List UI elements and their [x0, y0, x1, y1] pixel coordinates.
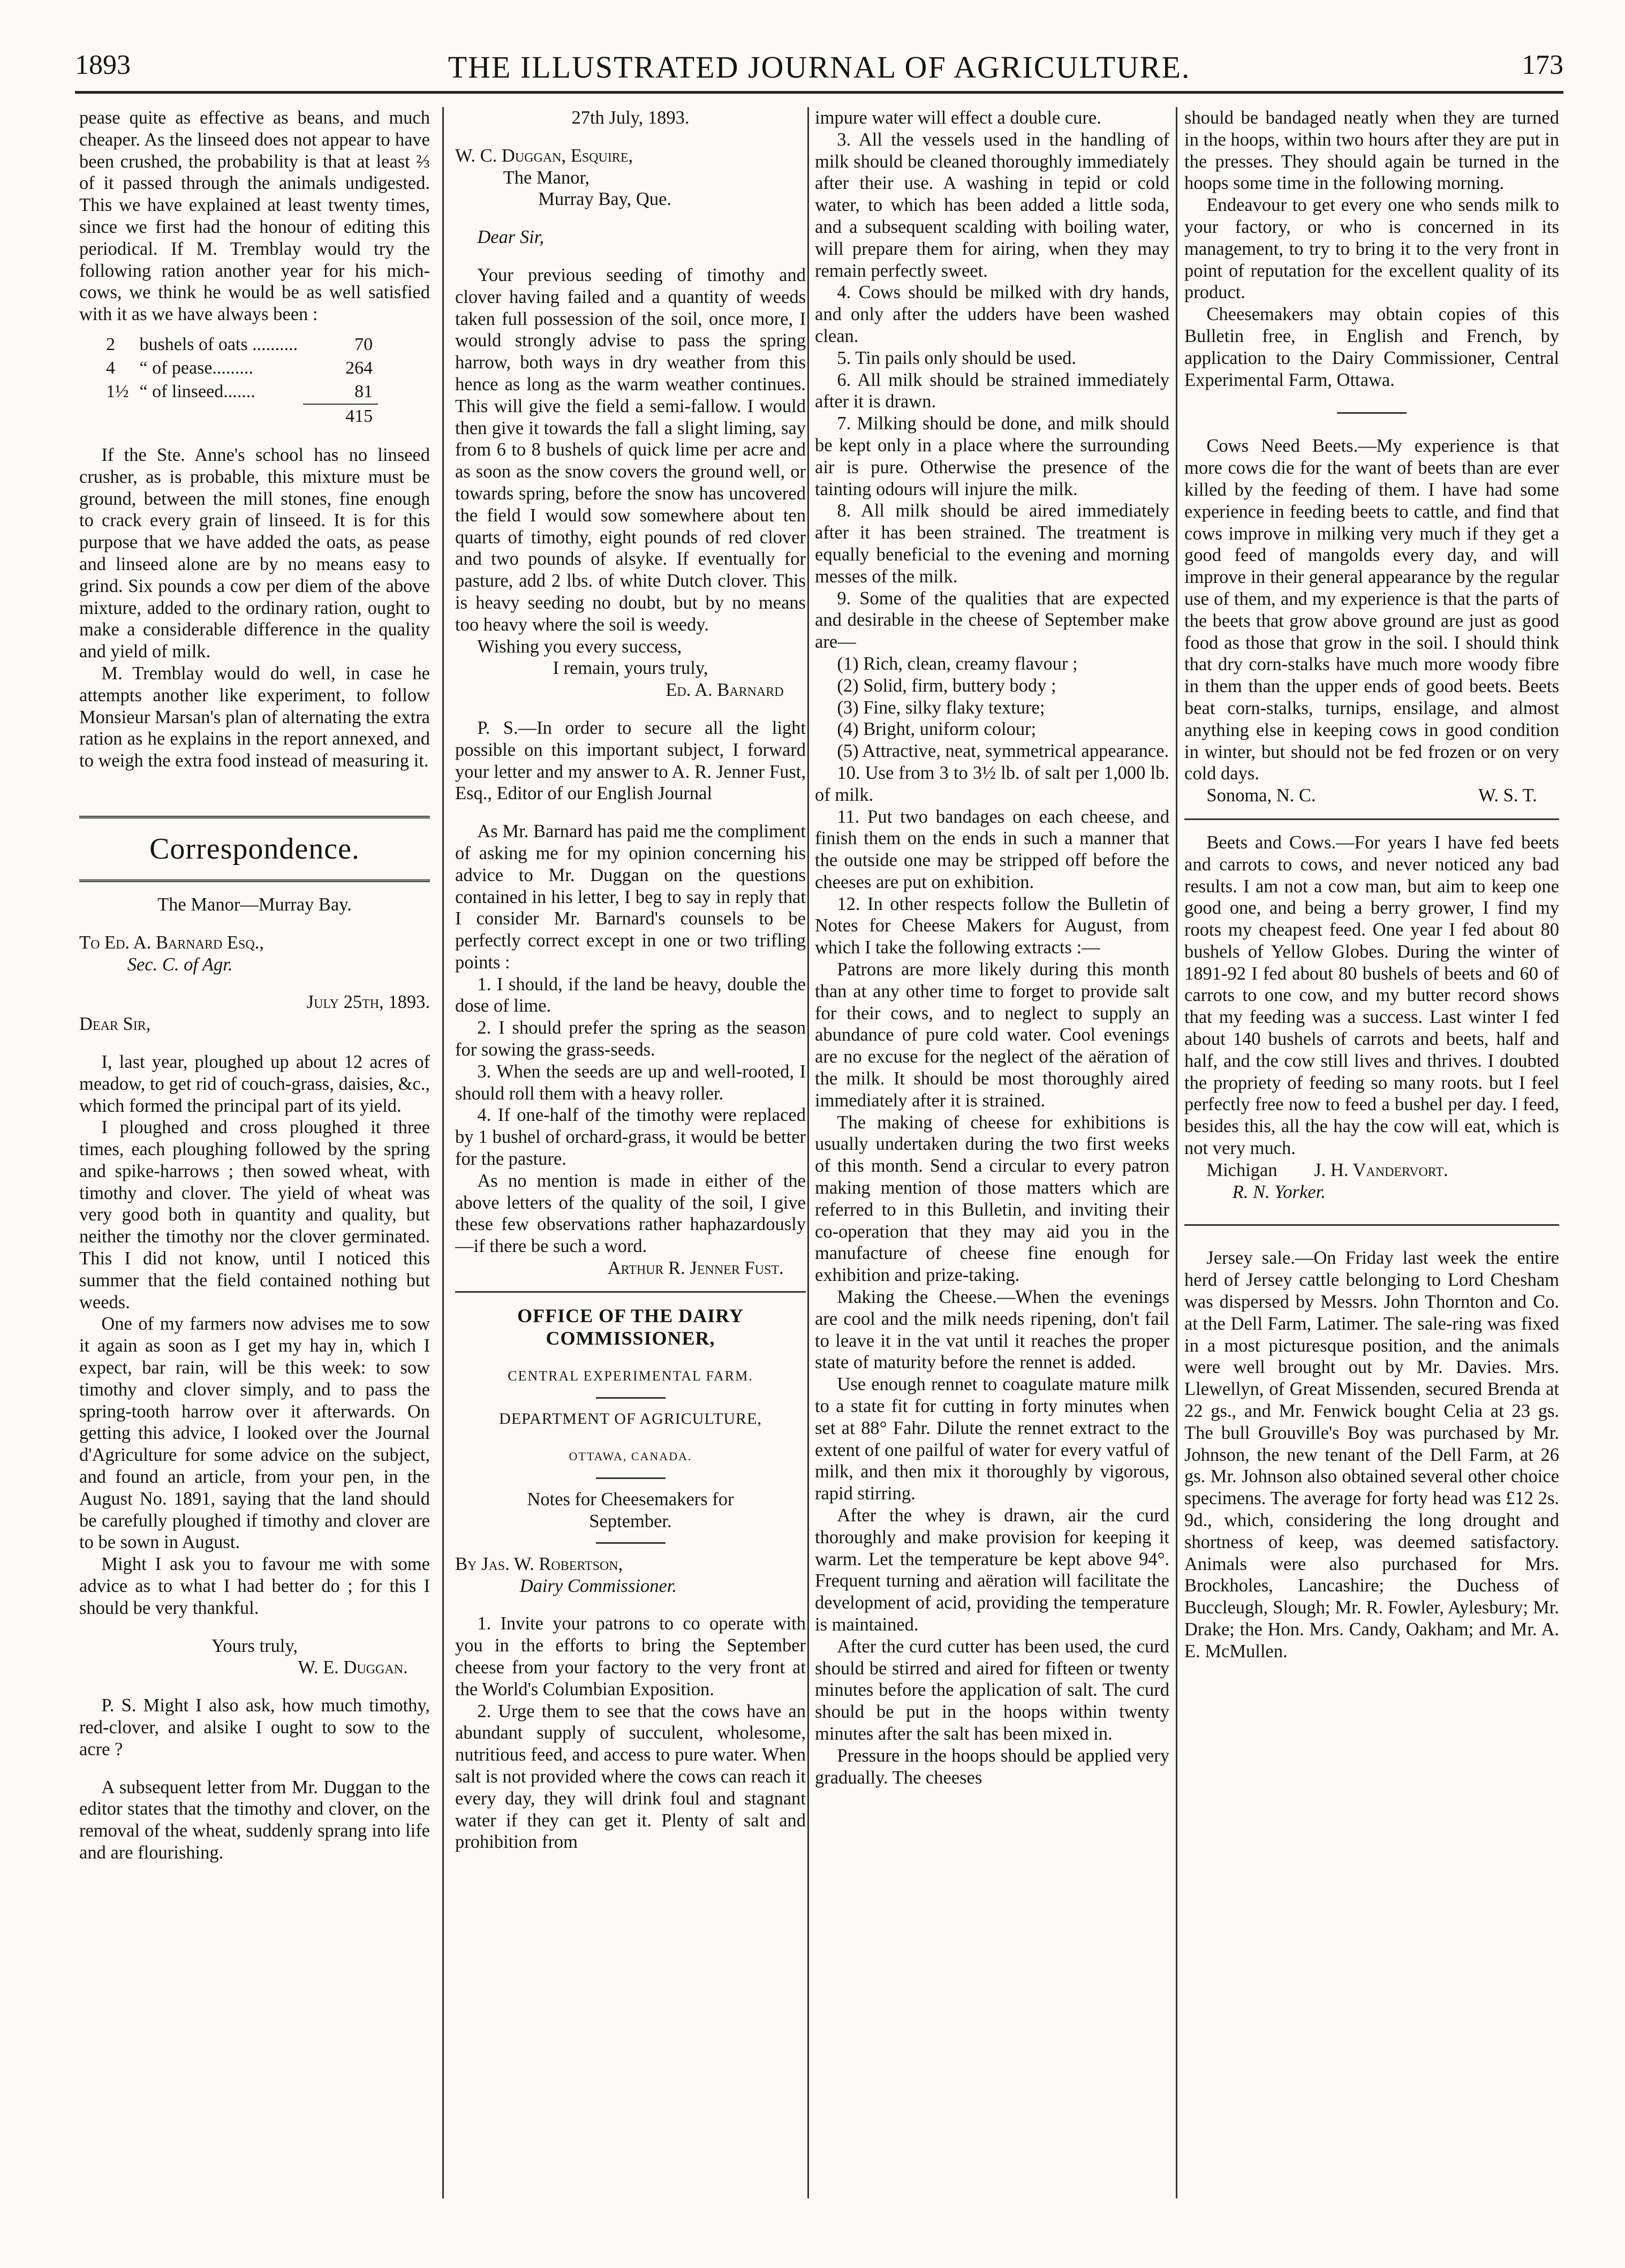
paragraph: Patrons are more likely during this month than at any other time to forget to provide salt for their cows, and to neglect to supply an abundance of pure cold water. Cool evenings are no excuse for the neglect of the aëration of the milk. It should be most thoroughly aired immediately after it is strained. — [815, 959, 1169, 1111]
paragraph: The making of cheese for exhibitions is usually undertaken during the two first weeks of this month. Send a circular to every patron making mention of those matters which are referred to in this Bulletin, and inviting their co-operation that they may aid you in the manufacture of cheese fine enough for exhibition and prize-taking. — [815, 1112, 1169, 1286]
article-signature — [1184, 785, 1559, 807]
ration-qty: 1½ — [106, 382, 129, 402]
section-heading: COMMISSIONER, — [546, 1327, 715, 1349]
letter-date: 27th July, 1893. — [571, 108, 690, 128]
section-rule — [79, 879, 430, 882]
table-row — [101, 333, 378, 356]
paragraph: Cheesemakers may obtain copies of this Bulletin free, in English and French, by application to the Dairy Commissioner, Central Experimental Farm, Ottawa. — [1184, 304, 1559, 390]
section-rule — [596, 1397, 666, 1399]
list-item: 9. Some of the qualities that are expected and desirable in the cheese of September make are— — [815, 588, 1169, 653]
list-item: 3. All the vessels used in the handling of milk should be cleaned thoroughly immediately after their use. A washing in tepid or cold water, to which has been added a little soda, and a subsequent scalding with boiling water, will prepare them for airing, when they may remain perfectly sweet. — [815, 129, 1169, 281]
section-rule — [455, 1291, 806, 1293]
paragraph: pease quite as effective as beans, and much cheaper. As the linseed does not appear to have been crushed, the probability is that at least ⅔ of it passed through the animals undigested. This we have explained at least twenty times, since we first had the honour of editing this periodical. If M. Tremblay would try the following ration another year for his mich-cows, we think he would be as well satisfied with it as we have always been : — [79, 108, 430, 325]
article-source: R. N. Yorker. — [1232, 1181, 1326, 1202]
paragraph: As Mr. Barnard has paid me the compliment of asking me for my opinion concerning his advice to Mr. Duggan on the questions contained in his letter, I beg to say in reply that I consider Mr. Barnard's counsels to be perfectly correct except in one or two trifling points : — [455, 821, 806, 973]
column-1 — [79, 107, 430, 2204]
table-row — [101, 404, 378, 428]
column-2 — [455, 107, 806, 2204]
letter-place: The Manor—Murray Bay. — [157, 894, 352, 915]
paragraph: I ploughed and cross ploughed it three times, each ploughing followed by the spring and spike-harrows ; then sowed wheat, with timothy and clover. The yield of wheat was very good both in quantity and quality, but neither the timothy nor the clover germinated. This I did not know, until I noticed this summer that the field contained nothing but weeds. — [79, 1117, 430, 1313]
header-rule — [75, 91, 1563, 94]
paragraph: Jersey sale.—On Friday last week the entire herd of Jersey cattle belonging to Lord Chesham was dispersed by Messrs. John Thornton and Co. at the Dell Farm, Latimer. The sale-ring was fixed in a most picturesque position, and the animals were well brought out by Mr. Davies. Mrs. Llewellyn, of Great Missenden, secured Brenda at 22 gs., and Mr. Fenwick bought Celia at 23 gs. The bull Grouville's Boy was purchased by Mr. Johnson, the new tenant of the Dell Farm, at 26 gs. Mr. Johnson also obtained several other choice specimens. The average for forty head was £12 2s. 9d., which, considering the long drought and shortness of keep, was deemed satisfactory. Animals were also purchased for Mrs. Brockholes, Lancashire; the Duchess of Buccleugh, Slough; Mr. R. Fowler, Aylesbury; Mr. Drake; the Hon. Mrs. Candy, Oakham; and Mr. A. E. McMullen. — [1184, 1248, 1559, 1662]
paragraph: P. S. Might I also ask, how much timothy, red-clover, and alsike I ought to sow to the acre ? — [79, 1695, 430, 1759]
list-item: 1. I should, if the land be heavy, double the dose of lime. — [455, 974, 806, 1017]
letter-salutation: Dear Sir, — [79, 1014, 151, 1035]
article-author-title: Dairy Commissioner. — [519, 1575, 677, 1596]
paragraph: P. S.—In order to secure all the light possible on this important subject, I forward your letter and my answer to A. R. Jenner Fust, Esq., Editor of our English Journal — [455, 717, 806, 804]
header-year: 1893 — [75, 50, 131, 80]
section-rule — [79, 816, 430, 818]
letter-closing: I remain, yours truly, — [553, 658, 708, 679]
list-item: 12. In other respects follow the Bulletin of Notes for Cheese Makers for August, from which I take the following extracts :— — [815, 893, 1169, 958]
paragraph: Pressure in the hoops should be applied very gradually. The cheeses — [815, 1745, 1169, 1788]
paragraph: As no mention is made in either of the above letters of the quality of the soil, I give these few observations rather haphazardously—if there be such a word. — [455, 1170, 806, 1257]
column-divider — [442, 107, 444, 2198]
paragraph: Making the Cheese.—When the evenings are cool and the milk needs ripening, don't fail to leave it in the vat until it reaches the proper state of maturity before the rennet is added. — [815, 1287, 1169, 1373]
ration-item: “ of pease......... — [139, 358, 253, 378]
paragraph: One of my farmers now advises me to sow it again as soon as I get my hay in, which I expect, bar rain, will be this week: to sow timothy and clover simply, and to pass the spring-tooth harrow over it afterwards. On getting this advice, I looked over the Journal d'Agriculture for some advice on the subject, and found an article, from your pen, in the August No. 1891, saying that the land should be carefully ploughed if timothy and clover are to be sown in August. — [79, 1314, 430, 1553]
article-author: By Jas. W. Robertson, — [455, 1553, 623, 1574]
section-rule — [1184, 1224, 1559, 1226]
signature-place: Sonoma, N. C. — [1206, 785, 1316, 806]
signature-initials: W. S. T. — [1478, 785, 1537, 806]
letter-address: Murray Bay, Que. — [538, 189, 672, 210]
article-signature — [1184, 1159, 1559, 1181]
section-subheading: OTTAWA, CANADA. — [569, 1450, 692, 1463]
list-item: 4. If one-half of the timothy were replaced by 1 bushel of orchard-grass, it would be better for the pasture. — [455, 1105, 806, 1170]
ration-qty: 2 — [106, 334, 115, 354]
paragraph: If the Ste. Anne's school has no linseed crusher, as is probable, this mixture must be ground, between the mill stones, fine enough to crack every grain of linseed. It is for this purpose that we have added the oats, as pease and linseed alone are by no means easy to grind. Six pounds a cow per diem of the above mixture, added to the ordinary ration, ought to make a considerable difference in the quality and yield of milk. — [79, 444, 430, 662]
letter-signature: Ed. A. Barnard — [666, 680, 784, 701]
list-item: 11. Put two bandages on each cheese, and finish them on the ends in such a manner that the outside one may be stripped off before the cheeses are put on exhibition. — [815, 806, 1169, 892]
journal-title: THE ILLUSTRATED JOURNAL OF AGRICULTURE. — [448, 50, 1191, 85]
table-row — [101, 356, 378, 380]
list-item: (1) Rich, clean, creamy flavour ; — [837, 653, 1078, 674]
paragraph: Use enough rennet to coagulate mature milk to a state fit for cutting in forty minutes when set at 88° Fahr. Dilute the rennet extract to the extent of one pailful of water for every vatful of milk, and then mix it thoroughly by vigorous, rapid stirring. — [815, 1374, 1169, 1504]
list-item: 2. Urge them to see that the cows have an abundant supply of succulent, wholesome, nutritious feed, and access to pure water. When salt is not provided where the cows can reach it every day, they will drink foul and stagnant water if they can get it. Plenty of salt and prohibition from — [455, 1701, 806, 1853]
paragraph: Endeavour to get every one who sends milk to your factory, or who is concerned in its management, to try to bring it to the very front in point of reputation for the excellent quality of its product. — [1184, 195, 1559, 303]
letter-closing: Wishing you every success, — [477, 636, 682, 657]
paragraph: Might I ask you to favour me with some advice as to what I had better do ; for this I should be very thankful. — [79, 1554, 430, 1618]
paragraph: Your previous seeding of timothy and clover having failed and a quantity of weeds taken full possession of the soil, once more, I would strongly advise to pass the spring harrow, both ways in dry weather from this hence as long as the warm weather continues. This will give the field a semi-fallow. I would then give it towards the fall a slight liming, say from 6 to 8 bushels of quick lime per acre and as soon as the snow covers the ground well, or towards spring, before the snow has uncovered the field I would sow somewhere about ten quarts of timothy, eight pounds of red clover and two pounds of alsyke. If eventually for pasture, add 2 lbs. of white Dutch clover. This is heavy seeding no doubt, but by no means too heavy where the soil is weedy. — [455, 264, 806, 635]
paragraph: After the curd cutter has been used, the curd should be stirred and aired for fifteen or twenty minutes before the application of salt. The curd should be put in the hoops within twenty minutes after the salt has been mixed in. — [815, 1636, 1169, 1744]
section-rule — [596, 1477, 666, 1479]
section-subheading: DEPARTMENT OF AGRICULTURE, — [499, 1409, 762, 1428]
list-item: 1. Invite your patrons to co operate with you in the efforts to bring the September cheese from your factory to the very front at the World's Columbian Exposition. — [455, 1613, 806, 1700]
list-item: 4. Cows should be milked with dry hands, and only after the udders have been washed clean. — [815, 282, 1169, 346]
section-title: Correspondence. — [149, 832, 360, 866]
ration-item: “ of linseed....... — [139, 382, 255, 402]
letter-address: W. C. Duggan, Esquire, — [455, 145, 633, 166]
list-item: (3) Fine, silky flaky texture; — [837, 697, 1045, 718]
list-item: 6. All milk should be strained immediately after it is drawn. — [815, 369, 1169, 412]
table-row — [101, 380, 378, 404]
paragraph: A subsequent letter from Mr. Duggan to the editor states that the timothy and clover, on the removal of the wheat, suddenly sprang into life and are flourishing. — [79, 1777, 430, 1863]
ration-item: bushels of oats .......... — [139, 334, 298, 354]
letter-address: The Manor, — [503, 167, 590, 188]
ration-value: 264 — [345, 358, 373, 378]
letter-date: July 25th, 1893. — [306, 992, 430, 1013]
letter-recipient: To Ed. A. Barnard Esq., — [79, 932, 264, 953]
paragraph: Cows Need Beets.—My experience is that more cows die for the want of beets than are ever killed by the feeding of them. I have had some experience in feeding beets to cattle, and find that cows improve in milking very much if they get a good feed of mangolds every day, and will improve in their general appearance by the regular use of them, and my experience is that the parts of the beets that grow above ground are just as good food as those that grow in the soil. I should think that dry corn-stalks have much more woody fibre in them than the upper ends of good beets. Beets beat corn-stalks, turnips, ensilage, and almost anything else in keeping cows in good condition in winter, but should not be fed frozen or on very cold days. — [1184, 436, 1559, 784]
signature-place: Michigan — [1206, 1159, 1278, 1180]
list-item: 7. Milking should be done, and milk should be kept only in a place where the surrounding air is pure. Otherwise the presence of the tainting odours will injure the milk. — [815, 413, 1169, 499]
article-title: Notes for Cheesemakers for — [527, 1489, 734, 1510]
section-subheading: CENTRAL EXPERIMENTAL FARM. — [508, 1368, 753, 1384]
column-divider — [1176, 107, 1177, 2198]
list-item: (2) Solid, firm, buttery body ; — [837, 675, 1056, 696]
list-item: 3. When the seeds are up and well-rooted, I should roll them with a heavy roller. — [455, 1061, 806, 1104]
paragraph: Beets and Cows.—For years I have fed beets and carrots to cows, and never noticed any bad results. I am not a cow man, but aim to keep one good one, and being a berry grower, I find my roots my cheapest feed. One year I fed about 80 bushels of Yellow Globes. During the winter of 1891-92 I fed about 80 bushels of beets and 60 of carrots to one cow, and my butter record shows that my feeding was a success. Last winter I fed about 140 bushels of carrots and beets, half and half, and the cow still lives and thrives. I doubted the propriety of feeding so many roots. but I feel perfectly free now to feed a bushel per day. I feed, besides this, all the hay the cow will eat, which is not very much. — [1184, 832, 1559, 1159]
section-heading: OFFICE OF THE DAIRY — [517, 1304, 744, 1326]
paragraph: should be bandaged neatly when they are turned in the hoops, within two hours after they are put in the presses. They should again be turned in the hoops some time in the following morning. — [1184, 108, 1559, 194]
ration-total: 415 — [303, 404, 378, 428]
signature-name: J. H. Vandervort. — [1314, 1159, 1448, 1180]
column-divider — [807, 107, 809, 2198]
column-4 — [1184, 107, 1559, 2204]
section-rule — [1337, 412, 1407, 414]
letter-signature: Arthur R. Jenner Fust. — [607, 1258, 784, 1279]
letter-salutation: Dear Sir, — [477, 227, 544, 248]
ration-value: 70 — [354, 334, 373, 354]
list-item: 5. Tin pails only should be used. — [837, 347, 1077, 368]
ration-value: 81 — [354, 381, 373, 401]
ration-qty: 4 — [106, 358, 115, 378]
list-item: (5) Attractive, neat, symmetrical appearance. — [837, 741, 1169, 762]
section-rule — [1184, 818, 1559, 820]
list-item: 10. Use from 3 to 3½ lb. of salt per 1,000 lb. of milk. — [815, 762, 1169, 805]
list-item: 2. I should prefer the spring as the season for sowing the grass-seeds. — [455, 1018, 806, 1060]
list-item: (4) Bright, uniform colour; — [837, 719, 1037, 740]
article-title: September. — [589, 1511, 672, 1532]
page-number: 173 — [1522, 50, 1563, 80]
paragraph: M. Tremblay would do well, in case he attempts another like experiment, to follow Monsieur Marsan's plan of alternating the extra ration as he explains in the report annexed, and to weigh the extra food instead of measuring it. — [79, 663, 430, 771]
ration-table — [101, 333, 378, 428]
paragraph: After the whey is drawn, air the curd thoroughly and make provision for keeping it warm. Let the temperature be kept above 94°. Frequent turning and aëration will facilitate the development of acid, providing the temperature is maintained. — [815, 1505, 1169, 1635]
letter-signature: W. E. Duggan. — [298, 1657, 408, 1678]
section-rule — [596, 1542, 666, 1544]
letter-closing: Yours truly, — [211, 1635, 298, 1656]
letter-recipient-title: Sec. C. of Agr. — [127, 954, 233, 975]
column-3 — [815, 107, 1169, 2204]
paragraph: impure water will effect a double cure. — [815, 108, 1101, 128]
list-item: 8. All milk should be aired immediately after it has been strained. The treatment is equally beneficial to the evening and morning messes of the milk. — [815, 500, 1169, 587]
paragraph: I, last year, ploughed up about 12 acres of meadow, to get rid of couch-grass, daisies, &c., which formed the principal part of its yield. — [79, 1051, 430, 1116]
